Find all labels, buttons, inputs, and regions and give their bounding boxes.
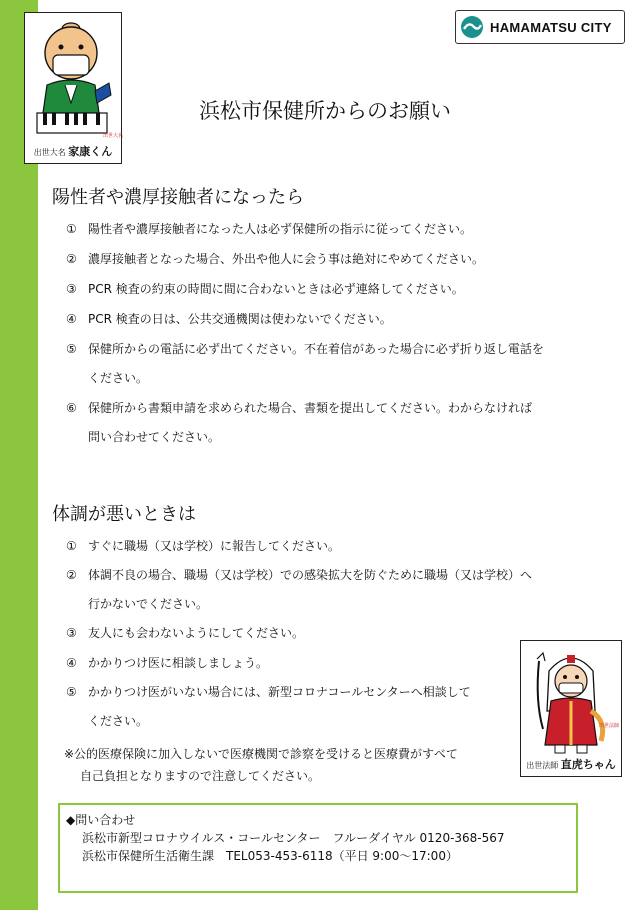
mascot-naotora-caption-name: 直虎ちゃん xyxy=(560,758,616,771)
item-text-continued: ください。 xyxy=(88,714,149,728)
item-text: PCR 検査の約束の時間に間に合わないときは必ず連絡してください。 xyxy=(88,282,464,296)
section1-item xyxy=(66,281,464,297)
hamamatsu-city-logo xyxy=(455,10,625,44)
note-text-continued: 自己負担となりますので注意してください。 xyxy=(80,769,321,783)
item-text-continued: 問い合わせてください。 xyxy=(88,430,221,444)
logo-text: HAMAMATSU CITY xyxy=(490,19,612,35)
section2-title: 体調が悪いときは xyxy=(52,504,196,525)
mascot-ieyasu-seal: 出世大名 xyxy=(103,133,124,139)
item-number: ⑤ xyxy=(66,685,77,699)
item-number: ③ xyxy=(66,282,77,296)
section2-item xyxy=(66,538,340,554)
item-number: ① xyxy=(66,222,77,236)
section1-title: 陽性者や濃厚接触者になったら xyxy=(52,187,304,208)
item-number: ③ xyxy=(66,626,77,640)
item-number: ⑤ xyxy=(66,342,77,356)
section1-item xyxy=(66,341,544,386)
hamamatsu-wave-icon xyxy=(460,15,484,39)
item-text: 体調不良の場合、職場（又は学校）での感染拡大を防ぐために職場（又は学校）へ xyxy=(88,568,533,582)
item-text: 濃厚接触者となった場合、外出や他人に会う事は絶対にやめてください。 xyxy=(88,252,485,266)
section2-item xyxy=(66,567,532,612)
mascot-naotora-caption xyxy=(521,756,621,772)
section2-item xyxy=(66,684,471,729)
mascot-naotora-caption-small: 出世法師 xyxy=(526,761,559,770)
contact-box xyxy=(58,803,578,893)
contact-heading: ◆問い合わせ xyxy=(66,813,136,827)
mascot-ieyasu-caption-small: 出世大名 xyxy=(33,148,66,157)
item-number: ② xyxy=(66,252,77,266)
item-text-continued: 行かないでください。 xyxy=(88,597,209,611)
item-text: すぐに職場（又は学校）に報告してください。 xyxy=(88,539,341,553)
item-number: ④ xyxy=(66,312,77,326)
section2-item xyxy=(66,655,268,671)
cost-notice xyxy=(64,746,458,784)
mascot-naotora-card xyxy=(520,640,622,777)
section1-item xyxy=(66,400,532,445)
mascot-ieyasu-caption xyxy=(25,143,121,159)
mascot-ieyasu-card xyxy=(24,12,122,164)
item-text: 保健所から書類申請を求められた場合、書類を提出してください。わからなければ xyxy=(88,401,533,415)
item-text: かかりつけ医がいない場合には、新型コロナコールセンターへ相談して xyxy=(88,685,471,699)
item-number: ⑥ xyxy=(66,401,77,415)
section1-item xyxy=(66,221,472,237)
item-text: 陽性者や濃厚接触者になった人は必ず保健所の指示に従ってください。 xyxy=(88,222,473,236)
mascot-ieyasu-caption-name: 家康くん xyxy=(68,145,113,158)
mascot-ieyasu-illustration xyxy=(25,13,124,139)
item-number: ① xyxy=(66,539,77,553)
item-text: 保健所からの電話に必ず出てください。不在着信があった場合に必ず折り返し電話を xyxy=(88,342,544,356)
mascot-naotora-seal: 出世法師 xyxy=(599,723,620,729)
item-text-continued: ください。 xyxy=(88,371,149,385)
section2-item xyxy=(66,625,304,641)
contact-call-center: 浜松市新型コロナウイルス・コールセンター フルーダイヤル 0120-368-567 xyxy=(82,831,505,845)
note-text: ※公的医療保険に加入しないで医療機関で診察を受けると医療費がすべて xyxy=(64,747,458,761)
page-title: 浜松市保健所からのお願い xyxy=(199,99,451,123)
item-text: PCR 検査の日は、公共交通機関は使わないでください。 xyxy=(88,312,392,326)
item-number: ④ xyxy=(66,656,77,670)
section1-item xyxy=(66,311,392,327)
item-number: ② xyxy=(66,568,77,582)
item-text: かかりつけ医に相談しましょう。 xyxy=(88,656,269,670)
item-text: 友人にも会わないようにしてください。 xyxy=(88,626,305,640)
section1-item xyxy=(66,251,484,267)
contact-health-division: 浜松市保健所生活衛生課 TEL053-453-6118（平日 9:00～17:00） xyxy=(82,849,458,863)
mascot-naotora-illustration xyxy=(521,641,621,756)
